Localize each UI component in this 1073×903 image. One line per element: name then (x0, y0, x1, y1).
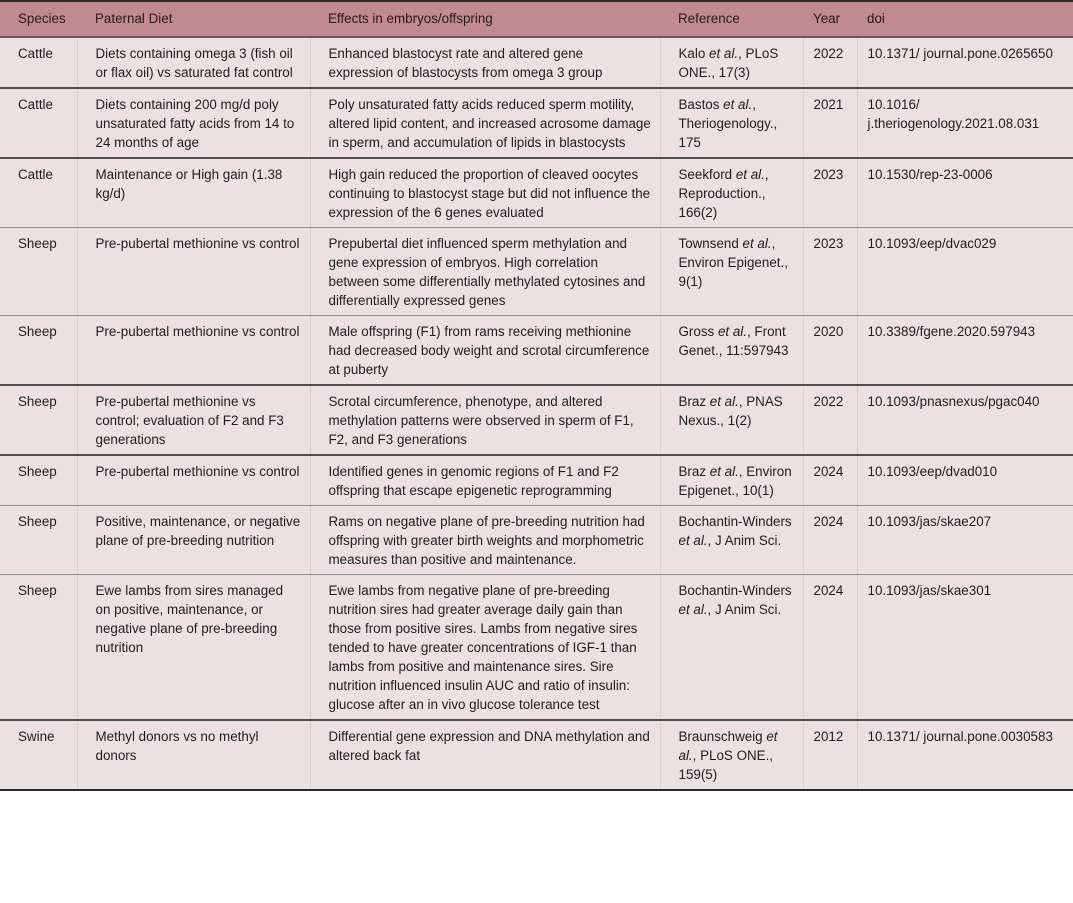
cell-year: 2020 (803, 316, 857, 386)
cell-paternal-diet: Positive, maintenance, or negative plane of pre-breeding nutrition (77, 506, 310, 575)
cell-species: Sheep (0, 316, 77, 386)
cell-reference (660, 385, 803, 455)
ref-journal: , PLoS ONE., 17(3) (678, 46, 779, 80)
cell-reference (660, 720, 803, 790)
cell-doi[interactable]: 10.1371/ journal.pone.0265650 (857, 37, 1073, 88)
ref-journal: , J Anim Sci. (707, 533, 782, 548)
ref-author: Seekford (678, 167, 733, 182)
cell-species: Sheep (0, 506, 77, 575)
cell-doi[interactable]: 10.3389/fgene.2020.597943 (857, 316, 1073, 386)
table-row (0, 385, 1073, 455)
cell-year: 2023 (803, 158, 857, 228)
cell-year: 2024 (803, 575, 857, 721)
table-row (0, 316, 1073, 386)
cell-reference (660, 228, 803, 316)
ref-etal: et al. (723, 97, 753, 112)
cell-doi[interactable]: 10.1093/pnasnexus/pgac040 (857, 385, 1073, 455)
ref-etal: et al. (709, 394, 739, 409)
header-paternal-diet: Paternal Diet (77, 1, 310, 37)
cell-reference (660, 37, 803, 88)
header-effects: Effects in embryos/offspring (310, 1, 660, 37)
ref-author: Braunschweig (678, 729, 763, 744)
cell-paternal-diet: Pre-pubertal methionine vs control; evaluation of F2 and F3 generations (77, 385, 310, 455)
ref-journal: , Reproduction., 166(2) (678, 167, 769, 220)
ref-author: Kalo (678, 46, 706, 61)
cell-doi[interactable]: 10.1093/eep/dvad010 (857, 455, 1073, 506)
cell-year: 2023 (803, 228, 857, 316)
cell-effects: Rams on negative plane of pre-breeding nutrition had offspring with greater birth weights and morphometric measures than positive and maintenance. (310, 506, 660, 575)
cell-effects: Poly unsaturated fatty acids reduced sperm motility, altered lipid content, and increased acrosome damage in sperm, and accumulation of lipids in blastocysts (310, 88, 660, 158)
cell-reference (660, 158, 803, 228)
ref-journal: , J Anim Sci. (707, 602, 782, 617)
cell-species: Sheep (0, 455, 77, 506)
ref-journal: , Front Genet., 11:597943 (678, 324, 789, 358)
ref-author: Bochantin-Winders (678, 514, 792, 529)
ref-etal: et al. (678, 602, 708, 617)
ref-etal: et al. (709, 464, 739, 479)
cell-effects: Identified genes in genomic regions of F1 and F2 offspring that escape epigenetic reprogramming (310, 455, 660, 506)
cell-effects: Scrotal circumference, phenotype, and altered methylation patterns were observed in sperm of F1, F2, and F3 generations (310, 385, 660, 455)
cell-reference (660, 88, 803, 158)
header-reference: Reference (660, 1, 803, 37)
cell-effects: Ewe lambs from negative plane of pre-breeding nutrition sires had greater average daily gain than those from positive sires. Lambs from negative sires tended to have greater concentrations of IGF-1 than lambs from positive and maintenance sires. Sire nutrition influenced insulin AUC and ratio of insulin: glucose after an in vivo glucose tolerance test (310, 575, 660, 721)
table-row (0, 88, 1073, 158)
cell-effects: Differential gene expression and DNA methylation and altered back fat (310, 720, 660, 790)
cell-paternal-diet: Ewe lambs from sires managed on positive, maintenance, or negative plane of pre-breeding nutrition (77, 575, 310, 721)
cell-species: Sheep (0, 575, 77, 721)
table-row (0, 158, 1073, 228)
cell-doi[interactable]: 10.1530/rep-23-0006 (857, 158, 1073, 228)
ref-etal: et al. (735, 167, 765, 182)
cell-year: 2022 (803, 385, 857, 455)
cell-doi[interactable]: 10.1093/eep/dvac029 (857, 228, 1073, 316)
cell-year: 2022 (803, 37, 857, 88)
cell-species: Sheep (0, 228, 77, 316)
header-doi: doi (857, 1, 1073, 37)
cell-species: Cattle (0, 158, 77, 228)
cell-year: 2024 (803, 506, 857, 575)
ref-etal: et al. (742, 236, 772, 251)
cell-paternal-diet: Pre-pubertal methionine vs control (77, 228, 310, 316)
cell-reference (660, 316, 803, 386)
cell-doi[interactable]: 10.1093/jas/skae207 (857, 506, 1073, 575)
cell-effects: Prepubertal diet influenced sperm methylation and gene expression of embryos. High correlation between some differentially methylated cytosines and differentially expressed genes (310, 228, 660, 316)
cell-paternal-diet: Pre-pubertal methionine vs control (77, 316, 310, 386)
table-row (0, 455, 1073, 506)
cell-effects: Enhanced blastocyst rate and altered gene expression of blastocysts from omega 3 group (310, 37, 660, 88)
ref-journal: , PNAS Nexus., 1(2) (678, 394, 783, 428)
cell-paternal-diet: Methyl donors vs no methyl donors (77, 720, 310, 790)
ref-author: Gross (678, 324, 715, 339)
cell-species: Cattle (0, 37, 77, 88)
cell-effects: High gain reduced the proportion of cleaved oocytes continuing to blastocyst stage but did not influence the expression of the 6 genes evaluated (310, 158, 660, 228)
ref-journal: , Environ Epigenet., 10(1) (678, 464, 792, 498)
table-row (0, 720, 1073, 790)
cell-paternal-diet: Diets containing 200 mg/d poly unsaturated fatty acids from 14 to 24 months of age (77, 88, 310, 158)
ref-journal: , Theriogenology., 175 (678, 97, 778, 150)
ref-etal: et al. (717, 324, 747, 339)
ref-author: Bastos (678, 97, 720, 112)
cell-doi[interactable]: 10.1016/ j.theriogenology.2021.08.031 (857, 88, 1073, 158)
cell-effects: Male offspring (F1) from rams receiving methionine had decreased body weight and scrotal circumference at puberty (310, 316, 660, 386)
table-row (0, 37, 1073, 88)
header-species: Species (0, 1, 77, 37)
ref-journal: , Environ Epigenet., 9(1) (678, 236, 788, 289)
ref-etal: et al. (678, 729, 778, 763)
cell-doi[interactable]: 10.1371/ journal.pone.0030583 (857, 720, 1073, 790)
header-row (0, 1, 1073, 37)
cell-paternal-diet: Maintenance or High gain (1.38 kg/d) (77, 158, 310, 228)
table-row (0, 575, 1073, 721)
cell-species: Swine (0, 720, 77, 790)
cell-reference (660, 506, 803, 575)
cell-species: Sheep (0, 385, 77, 455)
cell-year: 2021 (803, 88, 857, 158)
cell-doi[interactable]: 10.1093/jas/skae301 (857, 575, 1073, 721)
cell-reference (660, 575, 803, 721)
cell-year: 2024 (803, 455, 857, 506)
cell-species: Cattle (0, 88, 77, 158)
cell-paternal-diet: Diets containing omega 3 (fish oil or flax oil) vs saturated fat control (77, 37, 310, 88)
ref-author: Bochantin-Winders (678, 583, 792, 598)
ref-journal: , PLoS ONE., 159(5) (678, 748, 774, 782)
ref-etal: et al. (678, 533, 708, 548)
ref-author: Townsend (678, 236, 739, 251)
ref-author: Braz (678, 394, 707, 409)
cell-paternal-diet: Pre-pubertal methionine vs control (77, 455, 310, 506)
cell-reference (660, 455, 803, 506)
cell-year: 2012 (803, 720, 857, 790)
table-row (0, 228, 1073, 316)
ref-author: Braz (678, 464, 707, 479)
table-row (0, 506, 1073, 575)
header-year: Year (803, 1, 857, 37)
ref-etal: et al. (709, 46, 739, 61)
